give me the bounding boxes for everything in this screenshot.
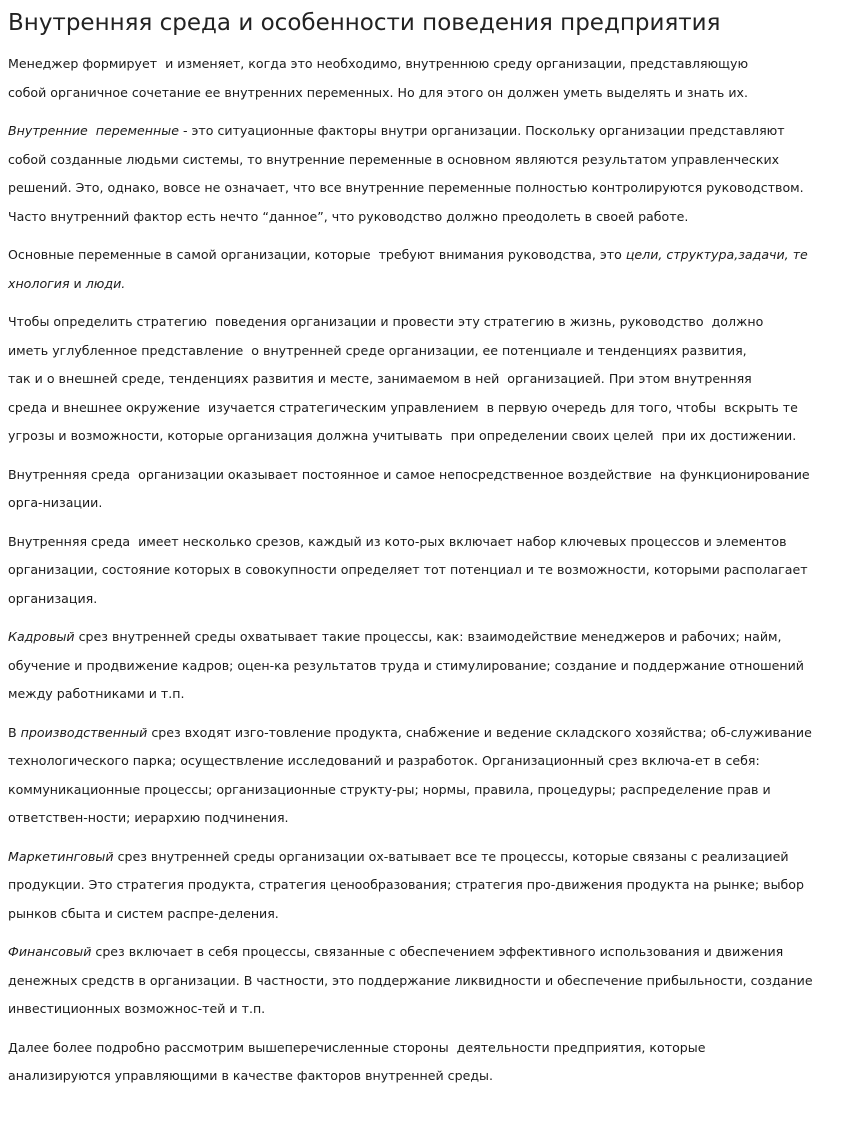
- text-line: [8, 394, 839, 423]
- text-line: [8, 365, 839, 394]
- text-line: [8, 719, 839, 748]
- paragraph: [8, 719, 839, 833]
- text-line: [8, 776, 839, 805]
- text-segment: рынков сбыта и систем распре-деления.: [8, 905, 279, 921]
- text-segment: Далее более подробно рассмотрим вышеперечисленные стороны деятельности предприятия, которые: [8, 1039, 706, 1055]
- paragraph: [8, 938, 839, 1024]
- text-line: [8, 747, 839, 776]
- text-line: [8, 623, 839, 652]
- text-segment: Чтобы определить стратегию поведения организации и провести эту стратегию в жизнь, руководство должно: [8, 314, 764, 329]
- text-segment: Основные переменные в самой организации, которые требуют внимания руководства, это: [8, 247, 626, 262]
- paragraph: [8, 623, 839, 709]
- text-line: [8, 995, 839, 1024]
- text-segment: срез внутренней среды организации ох-ватывает все те процессы, которые связаны с реализацией: [113, 848, 789, 864]
- text-segment: продукции. Это стратегия продукта, стратегия ценообразования; стратегия про-движения продукта на рынке; выбор: [8, 877, 804, 892]
- text-segment: Менеджер формирует и изменяет, когда это необходимо, внутреннюю среду организации, представляющую: [8, 56, 749, 71]
- text-line: [8, 203, 839, 232]
- paragraph: [8, 461, 839, 518]
- text-segment: и: [69, 275, 86, 291]
- text-line: [8, 938, 839, 967]
- text-line: [8, 556, 839, 585]
- text-segment: среда и внешнее окружение изучается стратегическим управлением в первую очередь для того, чтобы вскрыть те: [8, 399, 798, 415]
- text-line: [8, 652, 839, 681]
- document-body: [8, 50, 839, 1091]
- text-line: [8, 146, 839, 175]
- document-title: Внутренняя среда и особенности поведения предприятия: [8, 10, 721, 36]
- text-segment: анализируются управляющими в качестве факторов внутренней среды.: [8, 1068, 493, 1083]
- text-line: [8, 79, 839, 108]
- text-line: [8, 270, 839, 299]
- paragraph: [8, 528, 839, 614]
- text-segment: ответствен-ности; иерархию подчинения.: [8, 810, 289, 825]
- paragraph: [8, 117, 839, 231]
- emphasized-text: цели, структура,задачи, те: [625, 247, 808, 262]
- text-segment: коммуникационные процессы; организационные структу-ры; нормы, правила, процедуры; распределение прав и: [8, 781, 771, 797]
- text-line: [8, 337, 839, 366]
- text-segment: денежных средств в организации. В частности, это поддержание ликвидности и обеспечение прибыльности, создание: [8, 972, 813, 988]
- text-line: [8, 1034, 839, 1063]
- text-line: [8, 804, 839, 833]
- text-segment: инвестиционных возможнос-тей и т.п.: [8, 1001, 266, 1016]
- text-line: [8, 585, 839, 614]
- text-segment: технологического парка; осуществление исследований и разработок. Организационный срез включа-ет в себя:: [8, 753, 760, 768]
- emphasized-text: люди.: [85, 275, 126, 291]
- paragraph: [8, 308, 839, 451]
- text-segment: срез внутренней среды охватывает такие процессы, как: взаимодействие менеджеров и рабочих; найм,: [74, 629, 782, 644]
- paragraph: [8, 843, 839, 929]
- text-segment: обучение и продвижение кадров; оцен-ка результатов труда и стимулирование; создание и поддержание отношений: [8, 657, 804, 673]
- text-segment: иметь углубленное представление о внутренней среде организации, ее потенциале и тенденциях развития,: [8, 342, 747, 358]
- paragraph: [8, 1034, 839, 1091]
- text-segment: организации, состояние которых в совокупности определяет тот потенциал и те возможности, которыми располагает: [8, 562, 808, 577]
- text-line: [8, 308, 839, 337]
- text-segment: собой органичное сочетание ее внутренних переменных. Но для этого он должен уметь выделять и знать их.: [8, 84, 748, 100]
- text-line: [8, 117, 839, 146]
- text-line: [8, 461, 839, 490]
- text-segment: - это ситуационные факторы внутри организации. Поскольку организации представляют: [178, 123, 785, 138]
- text-segment: Внутренняя среда имеет несколько срезов, каждый из кото-рых включает набор ключевых процессов и элементов: [8, 533, 787, 549]
- text-line: [8, 422, 839, 451]
- text-segment: срез включает в себя процессы, связанные с обеспечением эффективного использования и движения: [91, 944, 784, 959]
- text-line: [8, 50, 839, 79]
- text-segment: орга-низации.: [8, 495, 103, 510]
- text-segment: собой созданные людьми системы, то внутренние переменные в основном являются результатом управленческих: [8, 151, 780, 167]
- text-segment: так и о внешней среде, тенденциях развития и месте, занимаемом в ней организацией. При этом внутренняя: [8, 371, 752, 386]
- text-segment: между работниками и т.п.: [8, 686, 185, 701]
- text-segment: Внутренняя среда организации оказывает постоянное и самое непосредственное воздействие на функционирование: [8, 466, 810, 482]
- text-line: [8, 680, 839, 709]
- emphasized-text: Маркетинговый: [8, 848, 114, 864]
- text-line: [8, 174, 839, 203]
- text-line: [8, 843, 839, 872]
- emphasized-text: Внутренние переменные: [8, 123, 179, 138]
- emphasized-text: Кадровый: [8, 629, 75, 644]
- text-line: [8, 967, 839, 996]
- emphasized-text: Финансовый: [8, 944, 92, 959]
- text-segment: В: [8, 724, 21, 740]
- text-segment: Часто внутренний фактор есть нечто “данное”, что руководство должно преодолеть в своей работе.: [8, 208, 689, 224]
- paragraph: [8, 50, 839, 107]
- text-line: [8, 528, 839, 557]
- text-segment: срез входят изго-товление продукта, снабжение и ведение складского хозяйства; об-служивание: [147, 724, 812, 740]
- text-line: [8, 900, 839, 929]
- text-line: [8, 871, 839, 900]
- text-line: [8, 1062, 839, 1091]
- emphasized-text: хнология: [8, 275, 70, 291]
- paragraph: [8, 241, 839, 298]
- emphasized-text: производственный: [20, 724, 148, 740]
- text-segment: организация.: [8, 590, 98, 606]
- text-line: [8, 489, 839, 518]
- text-segment: решений. Это, однако, вовсе не означает, что все внутренние переменные полностью контролируются руководством.: [8, 180, 804, 195]
- text-segment: угрозы и возможности, которые организация должна учитывать при определении своих целей при их достижении.: [8, 428, 797, 443]
- text-line: [8, 241, 839, 270]
